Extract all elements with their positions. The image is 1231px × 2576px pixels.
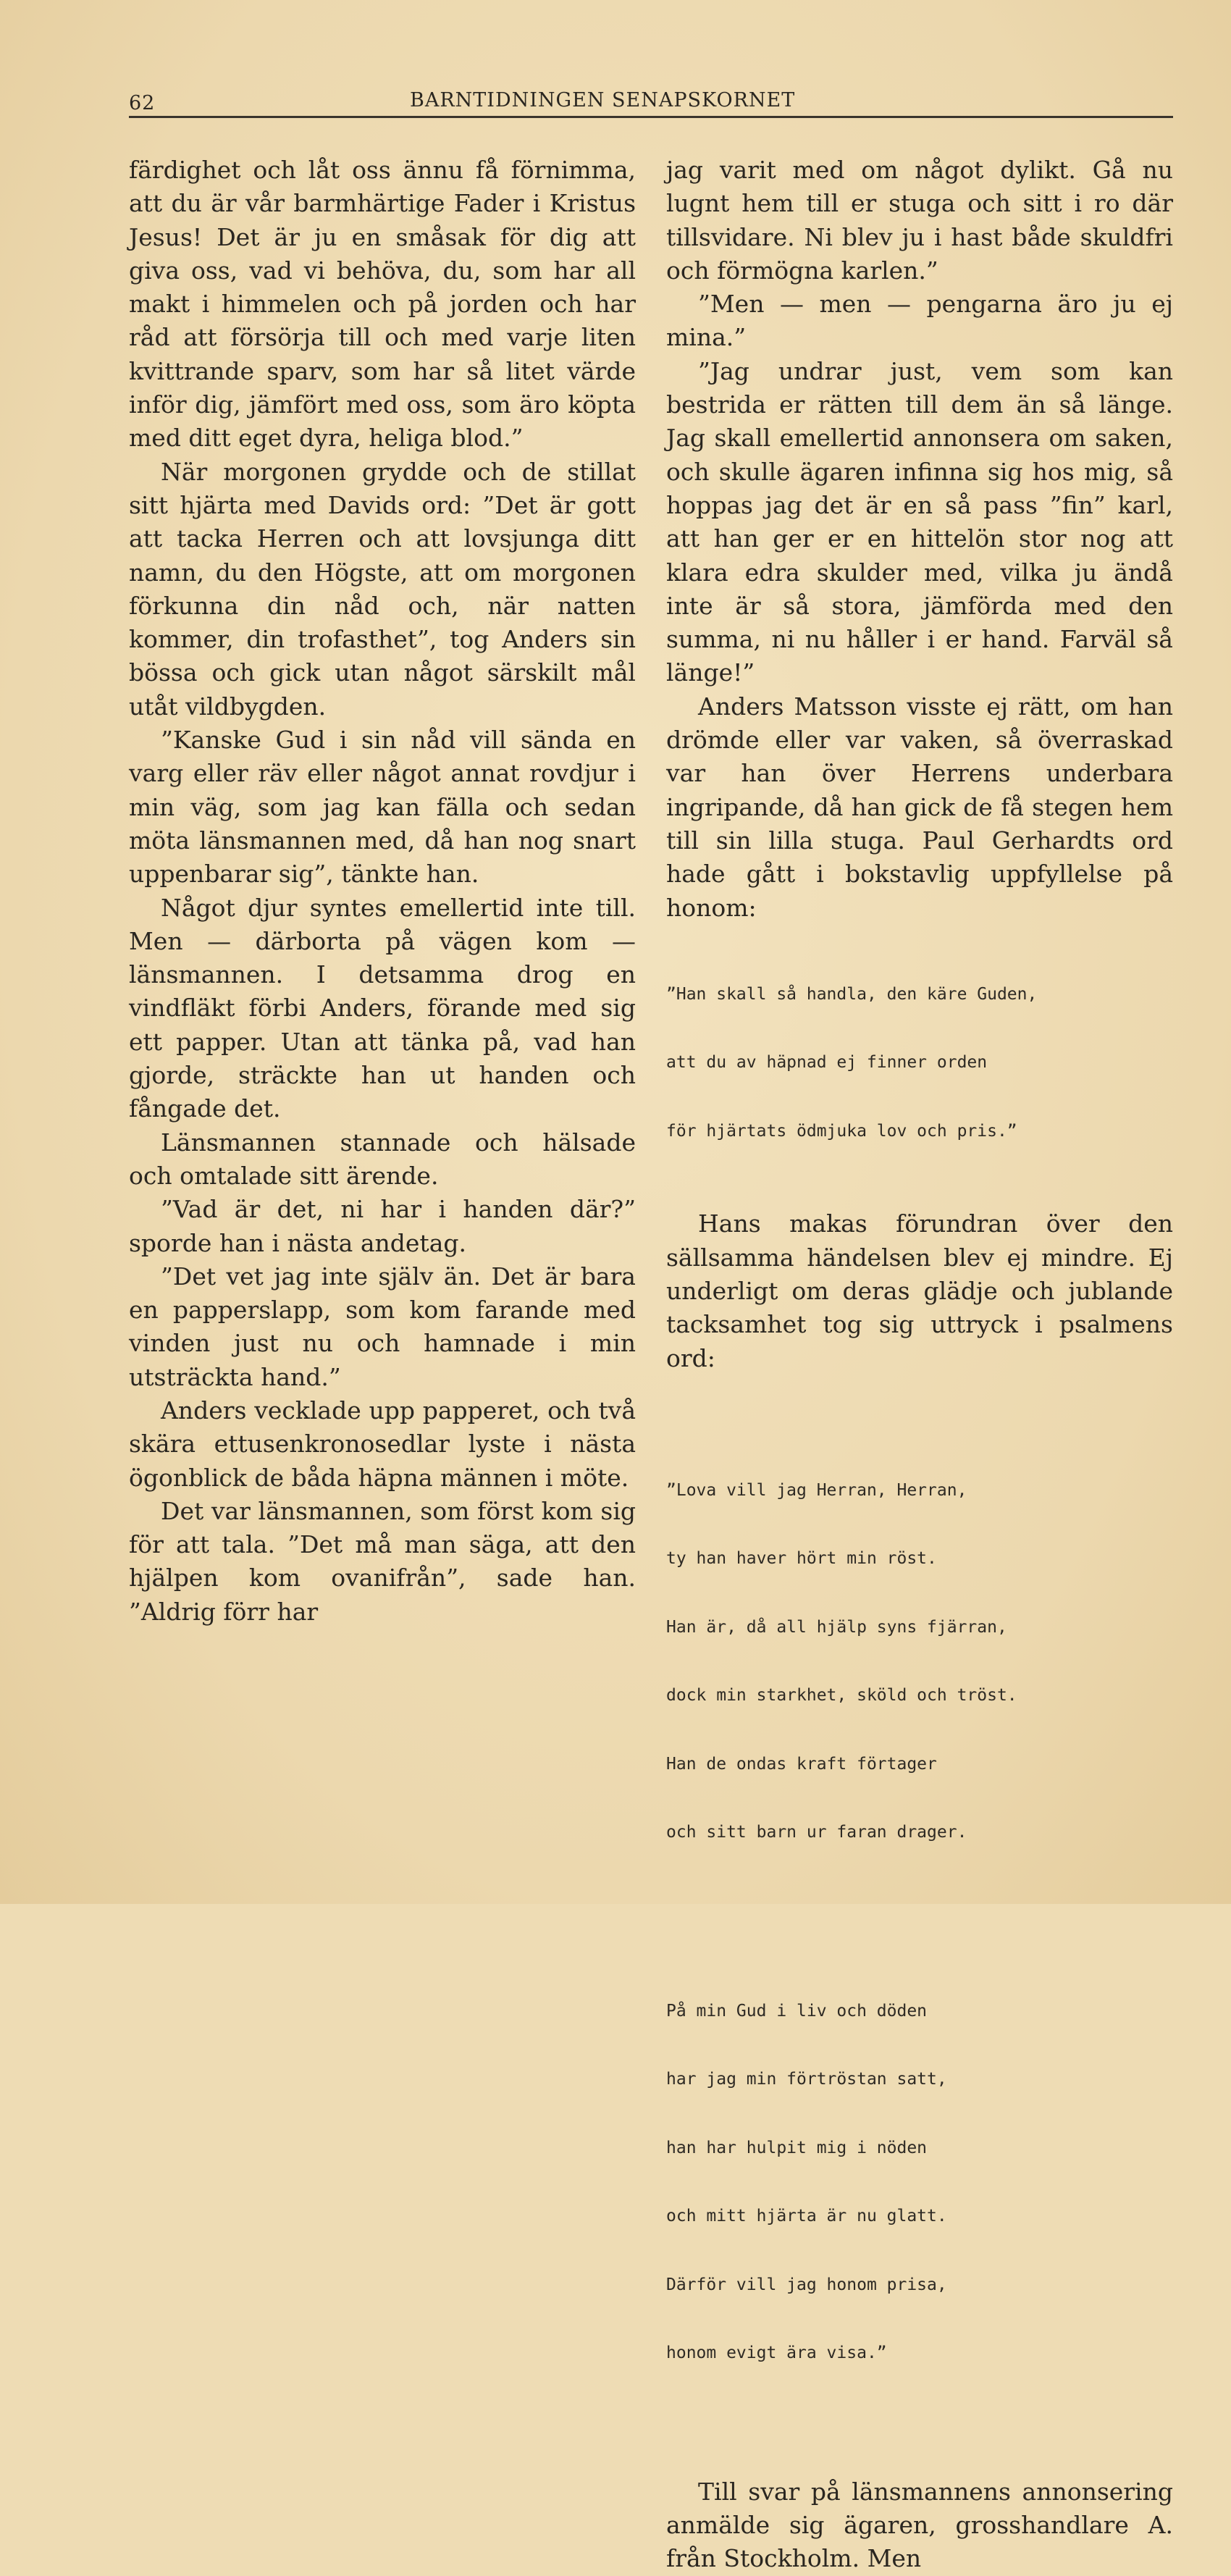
verse-line: dock min starkhet, sköld och tröst.	[666, 1686, 1017, 1706]
paragraph: jag varit med om något dylikt. Gå nu lugnt hem till er stuga och sitt i ro där tillsvidare. Ni blev ju i hast både skuldfri och förmögna karlen.”	[666, 156, 1173, 285]
verse-line: och mitt hjärta är nu glatt.	[666, 2207, 947, 2226]
verse-line: han har hulpit mig i nöden	[666, 2138, 928, 2157]
paragraph: Något djur syntes emellertid inte till. Men — därborta på vägen kom — länsmannen. I detsamma drog en vindfläkt förbi Anders, förande med sig ett papper. Utan att tänka på, vad han gjorde, sträckte han ut handen och fångade det.	[129, 893, 636, 1123]
right-column	[666, 154, 1173, 2576]
hymn-stanza	[666, 1955, 1173, 2411]
paragraph: ”Jag undrar just, vem som kan bestrida er rätten till dem än så länge. Jag skall emellertid annonsera om saken, och skulle ägaren infinna sig hos mig, så hoppas jag det är en så pass ”fin” karl, att han ger er en hittelön stor nog att klara edra skulder med, vilka ju ändå inte är så stora, jämförda med den summa, ni nu håller i er hand. Farväl så länge!”	[666, 356, 1173, 687]
paragraph: ”Kanske Gud i sin nåd vill sända en varg eller räv eller något annat rovdjur i min väg, som jag kan fälla och sedan möta länsmannen med, då han nog snart uppenbarar sig”, tänkte han.	[129, 726, 636, 889]
paragraph: Det var länsmannen, som först kom sig för att tala. ”Det må man säga, att den hjälpen kom ovanifrån”, sade han. ”Aldrig förr har	[129, 1496, 636, 1626]
paragraph: Till svar på länsmannens annonsering anmälde sig ägaren, grosshandlare A. från Stockholm. Men	[666, 2477, 1173, 2573]
page-number: 62	[129, 92, 156, 114]
page-header	[129, 78, 1173, 114]
paragraph: ”Det vet jag inte själv än. Det är bara en papperslapp, som kom farande med vinden just nu och hamnade i min utsträckta hand.”	[129, 1262, 636, 1391]
verse-line: ”Lova vill jag Herran, Herran,	[666, 1480, 967, 1500]
verse-line: honom evigt ära visa.”	[666, 2344, 887, 2363]
verse-line: Därför vill jag honom prisa,	[666, 2275, 947, 2294]
paragraph: Hans makas förundran över den sällsamma händelsen blev ej mindre. Ej underligt om deras glädje och jublande tacksamhet tog sig uttryck i psalmens ord:	[666, 1209, 1173, 1372]
paragraph: ”Men — men — pengarna äro ju ej mina.”	[666, 290, 1173, 352]
paragraph: När morgonen grydde och de stillat sitt hjärta med Davids ord: ”Det är gott att tacka Herren och att lovsjunga ditt namn, du den Högste, att om morgonen förkunna din nåd och, när natten kommer, din trofasthet”, tog Anders sin bössa och gick utan något särskilt mål utåt vildbygden.	[129, 457, 636, 721]
hymn-quote	[666, 1388, 1173, 2457]
verse-line: Han är, då all hjälp syns fjärran,	[666, 1617, 1007, 1637]
paragraph: färdighet och låt oss ännu få förnimma, att du är vår barmhärtige Fader i Kristus Jesus! Det är ju en småsak för dig att giva oss, vad vi behöva, du, som har all makt i himmelen och på jorden och har råd att försörja till och med varje liten kvittrande sparv, som har så litet värde inför dig, jämfört med oss, som äro köpta med ditt eget dyra, heliga blod.”	[129, 156, 636, 453]
header-rule	[129, 116, 1173, 118]
verse-line: har jag min förtröstan satt,	[666, 2070, 947, 2089]
left-column	[129, 154, 636, 1629]
verse-line: På min Gud i liv och döden	[666, 2001, 928, 2021]
verse-line: ty han haver hört min röst.	[666, 1549, 937, 1569]
paragraph: Anders Matsson visste ej rätt, om han drömde eller var vaken, så överraskad var han över Herrens underbara ingripande, då han gick de få stegen hem till sin lilla stuga. Paul Gerhardts ord hade gått i bokstavlig uppfyllelse på honom:	[666, 692, 1173, 922]
verse-line: för hjärtats ödmjuka lov och pris.”	[666, 1121, 1017, 1141]
verse-line: ”Han skall så handla, den käre Guden,	[666, 984, 1038, 1004]
paragraph: ”Vad är det, ni har i handen där?” sporde han i nästa andetag.	[129, 1195, 636, 1257]
verse-line: Han de ondas kraft förtager	[666, 1754, 937, 1774]
hymn-stanza	[666, 1434, 1173, 1890]
paragraph: Länsmannen stannade och hälsade och omtalade sitt ärende.	[129, 1128, 636, 1190]
paragraph: Anders vecklade upp papperet, och två skära ettusenkronosedlar lyste i nästa ögonblick de båda häpna männen i möte.	[129, 1396, 636, 1492]
running-head: BARNTIDNINGEN SENAPSKORNET	[410, 89, 796, 112]
verse-line: att du av häpnad ej finner orden	[666, 1053, 988, 1073]
verse-quote	[666, 938, 1173, 1189]
verse-line: och sitt barn ur faran drager.	[666, 1823, 967, 1842]
